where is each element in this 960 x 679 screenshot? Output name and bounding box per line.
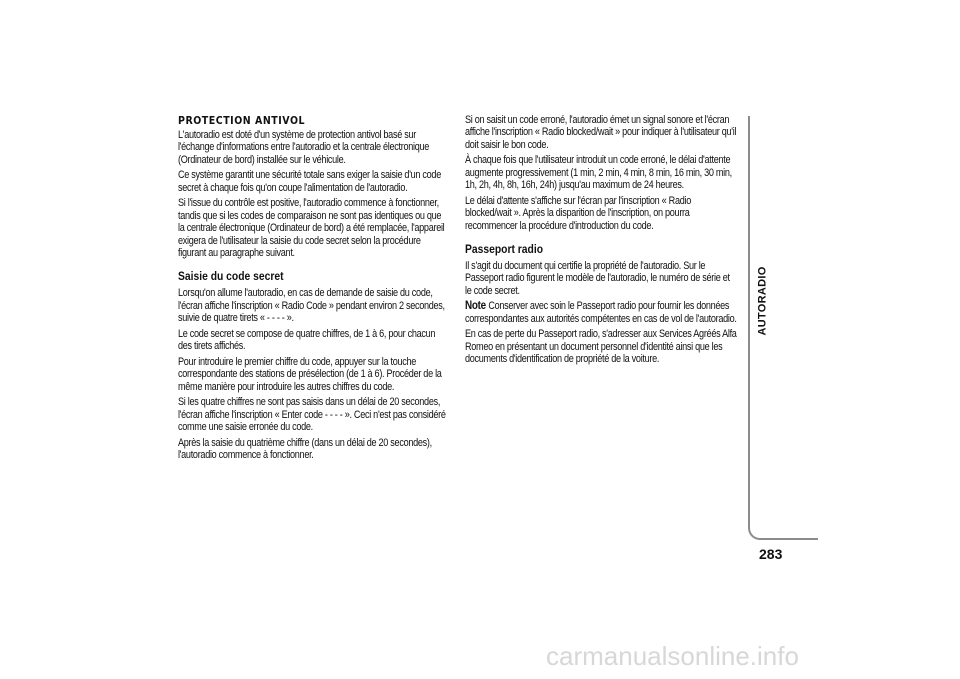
paragraph: Si l'issue du contrôle est positive, l'autoradio commence à fonctionner, tandis que si les codes de comparaison ne sont pas identiques ou que la centrale électronique (Ordinateur de bord) a été remplacée, l'appareil exigera de l'utilisateur la saisie du code secret selon la procédure figurant au paragraphe suivant. — [178, 197, 445, 260]
watermark: carmanualsonline.info — [546, 641, 799, 671]
paragraph: À chaque fois que l'utilisateur introduit un code erroné, le délai d'attente augmente progressivement (1 min, 2 min, 4 min, 8 min, 16 min, 30 min, 1h, 2h, 4h, 8h, 16h, 24h) jusqu'au maximum de 24 heures. — [465, 154, 732, 192]
section-heading-antivol: PROTECTION ANTIVOL — [178, 114, 306, 127]
paragraph: Pour introduire le premier chiffre du code, appuyer sur la touche correspondante des stations de présélection (de 1 à 6). Procéder de la même manière pour introduire les autres chiffres du code. — [178, 355, 442, 393]
paragraph: Il s'agit du document qui certifie la propriété de l'autoradio. Sur le Passeport radio figurent le modèle de l'autoradio, le numéro de série et le code secret. — [465, 260, 730, 297]
paragraph: Après la saisie du quatrième chiffre (dans un délai de 20 secondes), l'autoradio commence à fonctionner. — [178, 436, 432, 462]
note-text: Conserver avec soin le Passeport radio pour fournir les données correspondantes aux autorités compétentes en cas de vol de l'autoradio. — [465, 300, 737, 325]
note-paragraph — [465, 300, 738, 325]
paragraph: Le code secret se compose de quatre chiffres, de 1 à 6, pour chacun des tirets affichés. — [178, 327, 436, 353]
note-label: Note — [465, 300, 486, 313]
paragraph: Ce système garantit une sécurité totale sans exiger la saisie d'un code secret à chaque fois qu'on coupe l'alimentation de l'autoradio. — [178, 169, 441, 194]
chapter-tab-label — [757, 253, 769, 349]
page-number: 283 — [759, 546, 783, 562]
paragraph: Si les quatre chiffres ne sont pas saisis dans un délai de 20 secondes, l'écran affiche l'inscription « Enter code - - - - ». Ceci n'est pas considéré comme une saisie erronée du code. — [178, 396, 446, 434]
paragraph: En cas de perte du Passeport radio, s'adresser aux Services Agréés Alfa Romeo en présentant un document personnel d'identité ainsi que les documents d'identification de propriété de la voiture. — [465, 328, 737, 366]
right-column — [465, 114, 738, 369]
chapter-tab-text: AUTORADIO — [757, 266, 770, 336]
paragraph: Si on saisit un code erroné, l'autoradio émet un signal sonore et l'écran affiche l'inscription « Radio blocked/wait » pour indiquer à l'utilisateur qu'il doit saisir le bon code. — [465, 114, 737, 151]
paragraph: Lorsqu'on allume l'autoradio, en cas de demande de saisie du code, l'écran affiche l'inscription « Radio Code » pendant environ 2 secondes, suivie de quatre tirets « - - - - ». — [178, 287, 445, 325]
subheading-passeport-radio: Passeport radio — [465, 242, 544, 257]
paragraph: L'autoradio est doté d'un système de protection antivol basé sur l'échange d'informations entre l'autoradio et la centrale électronique (Ordinateur de bord) installée sur le véhicule. — [178, 129, 430, 166]
subheading-saisie-code: Saisie du code secret — [178, 269, 284, 284]
paragraph: Le délai d'attente s'affiche sur l'écran par l'inscription « Radio blocked/wait ». Après la disparition de l'inscription, on pourra recommencer la procédure d'introduction du code. — [465, 194, 691, 232]
left-column — [178, 114, 446, 465]
